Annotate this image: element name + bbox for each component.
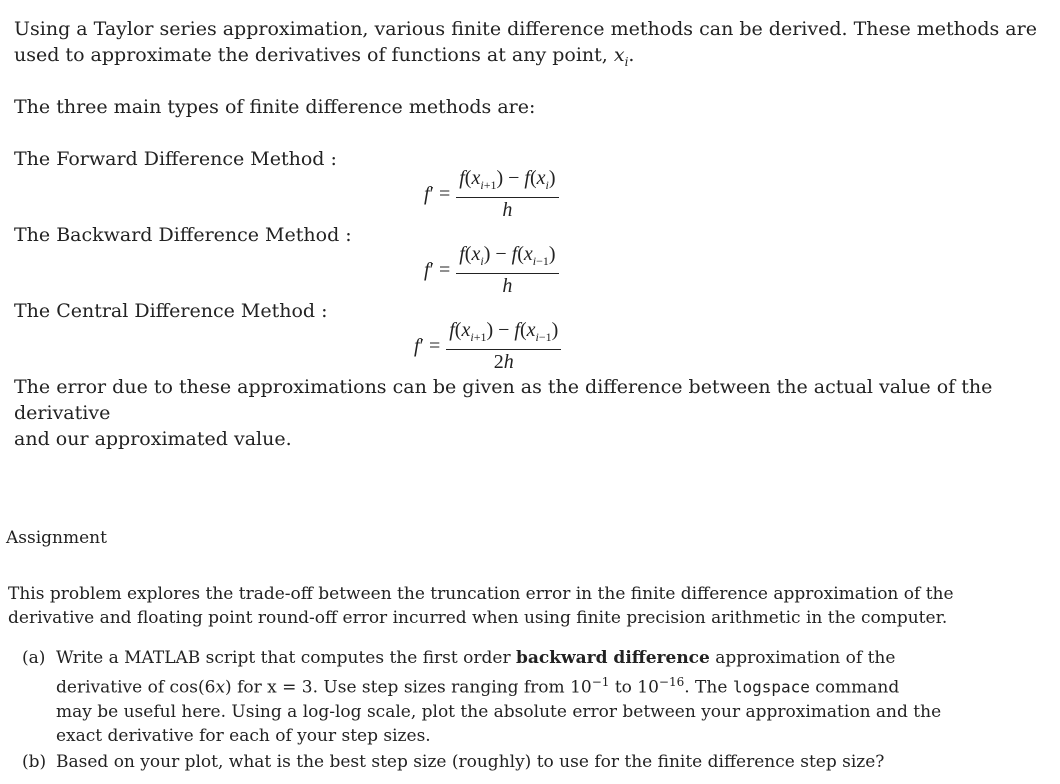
part-b-marker: (b) [22, 752, 47, 772]
methods-intro: The three main types of finite difference methods are: [14, 96, 536, 118]
part-a-line-2-d: . The [684, 677, 728, 698]
part-a-line-2-a: derivative of cos(6 [56, 677, 216, 698]
backward-label: The Backward Difference Method : [14, 224, 352, 246]
part-a-line-2-b: ) for x = 3. Use step sizes ranging from 10 [225, 677, 592, 698]
part-a-bold: backward difference [515, 648, 710, 668]
part-a-line-1 [56, 646, 1046, 670]
part-a-line-2-e: command [815, 677, 900, 698]
assignment-intro [8, 582, 1048, 630]
intro-line-1: Using a Taylor series approximation, various finite difference methods can be derived. These methods are [14, 18, 1037, 40]
assignment-heading: Assignment [6, 528, 107, 548]
part-b-text: Based on your plot, what is the best step size (roughly) to use for the finite difference step size? [56, 752, 885, 772]
error-line-1: The error due to these approximations can be given as the difference between the actual value of the derivative [14, 376, 993, 424]
part-a-line-2-c: to 10 [614, 677, 659, 698]
part-a-exp-2: −16 [658, 675, 685, 689]
part-a-line-3: may be useful here. Using a log-log scale, plot the absolute error between your approximation and the [56, 701, 942, 722]
intro-line-2: used to approximate the derivatives of functions at any point, $x_i$. [14, 44, 635, 69]
intro-line-2-text: used to approximate the derivatives of functions at any point, [14, 44, 608, 66]
assignment-intro-line-2: derivative and floating point round-off error incurred when using finite precision arithmetic in the computer. [8, 608, 948, 628]
forward-equation: f′ = $\frac{f(x_{i+1}) - f(x_i)}{h}$ [424, 166, 559, 222]
error-line-2: and our approximated value. [14, 428, 292, 450]
part-a-line-1-c: approximation of the [715, 648, 896, 668]
forward-label: The Forward Difference Method : [14, 148, 337, 170]
error-paragraph [14, 374, 1054, 452]
part-a-line-2: derivative of cos(6x) for x = 3. Use step sizes ranging from $10^{-1}$ to $10^{-16}$. The logspace command [56, 675, 900, 698]
central-equation: f′ = $\frac{f(x_{i+1}) - f(x_{i-1})}{2h}$ [414, 318, 561, 374]
central-label: The Central Difference Method : [14, 300, 328, 322]
intro-paragraph [14, 16, 1054, 75]
part-a-code: logspace [732, 677, 810, 697]
part-a-exp-1: −1 [591, 675, 610, 689]
part-a-line-4: exact derivative for each of your step sizes. [56, 725, 431, 746]
backward-equation: f′ = $\frac{f(x_i) - f(x_{i-1})}{h}$ [424, 242, 559, 298]
part-a-text [56, 646, 1046, 748]
part-a-marker: (a) [22, 648, 46, 668]
part-a-line-1-a: Write a MATLAB script that computes the first order [56, 648, 511, 668]
assignment-intro-line-1: This problem explores the trade-off between the truncation error in the finite difference approximation of the [8, 584, 954, 604]
